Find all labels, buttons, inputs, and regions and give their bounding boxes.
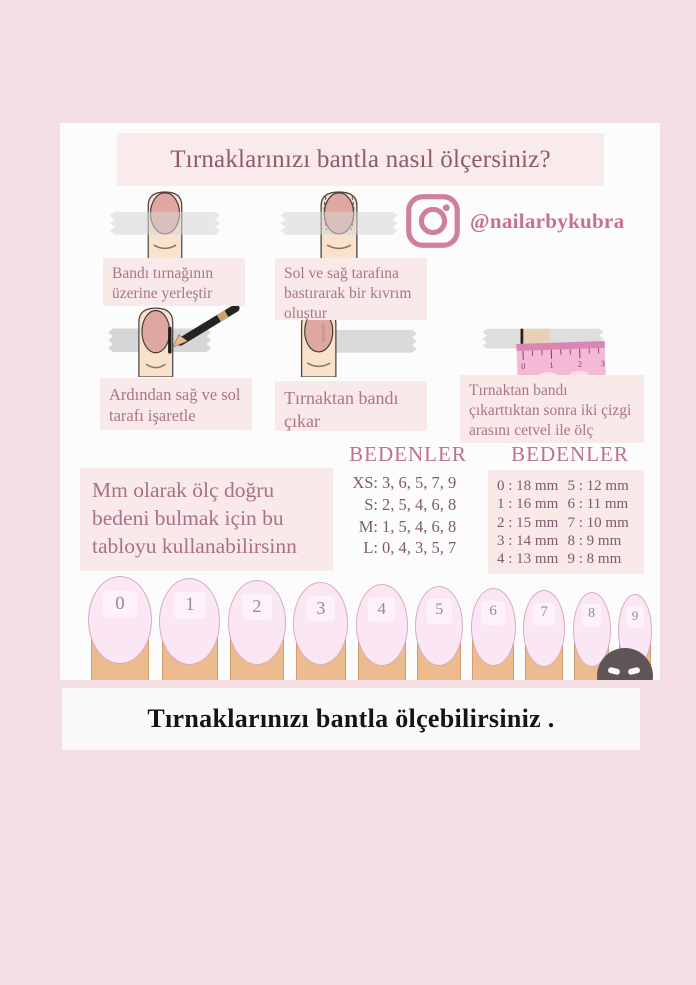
mm-col-left: [497, 477, 568, 567]
info-box: Mm olarak ölç doğru bedeni bulmak için bu tabloyu kullanabilirsinn: [80, 468, 333, 571]
table-row: S: 2, 5, 4, 6, 8: [364, 494, 457, 514]
sticker-eye: [627, 667, 640, 676]
ruler-number-3: 3: [600, 358, 606, 369]
nail-number: 5: [435, 601, 444, 619]
nail-plate: [471, 588, 516, 666]
nail-size-0: [88, 576, 152, 680]
tutorial-card: [60, 123, 660, 680]
nail-size-7: [523, 590, 565, 680]
nail-mark-pen-icon: [102, 305, 248, 377]
step5-caption: Tırnaktan bandı çıkarttıktan sonra iki çizgi arasını cetvel ile ölç: [460, 375, 644, 443]
instagram-handle[interactable]: @nailarbykubra: [470, 208, 625, 233]
footer-caption-bar: [62, 688, 640, 750]
nail-tape-icon: [104, 189, 226, 259]
table-row: 3 : 14 mm: [497, 532, 559, 549]
nail-tape-fold-icon: [274, 189, 404, 259]
nail-size-6: [471, 588, 516, 680]
card-title-bar: [117, 133, 604, 186]
table-row: XS: 3, 6, 5, 7, 9: [352, 473, 457, 492]
ruler-icon: [476, 315, 610, 379]
nail-number: 7: [540, 604, 548, 621]
table-row: 4 : 13 mm: [497, 551, 559, 568]
nail-plate: [228, 580, 286, 665]
table-row: 2 : 15 mm: [497, 514, 559, 531]
step1-caption: Bandı tırnağının üzerine yerleştir: [103, 258, 245, 306]
ruler-number-2: 2: [577, 359, 583, 370]
table-row: 5 : 12 mm: [567, 478, 629, 494]
sizes-heading-mm: BEDENLER: [511, 442, 629, 466]
nail-plate: [523, 590, 565, 667]
table-row: 8 : 9 mm: [567, 532, 622, 549]
nail-plate: [415, 586, 463, 666]
mm-col-right: [568, 477, 639, 567]
nail-size-4: [356, 584, 408, 680]
nail-size-5: [415, 586, 463, 680]
card-title: Tırnaklarınızı bantla nasıl ölçersiniz?: [170, 145, 551, 173]
sticker-eye: [607, 667, 620, 676]
nail-number: 8: [588, 606, 595, 622]
sizes-heading-letters: BEDENLER: [349, 442, 467, 466]
table-row: 1 : 16 mm: [497, 496, 559, 513]
mm-sizes-table: [488, 470, 644, 574]
table-row: 6 : 11 mm: [567, 496, 629, 513]
table-row: L: 0, 4, 3, 5, 7: [363, 538, 457, 558]
nail-number: 9: [631, 607, 639, 623]
footer-caption: Tırnaklarınızı bantla ölçebilirsiniz .: [147, 704, 555, 733]
nail-plate: [356, 584, 408, 666]
step3-caption: Ardından sağ ve sol tarafı işaretle: [100, 378, 252, 430]
step2-caption: Sol ve sağ tarafına bastırarak bir kıvrım oluştur: [275, 258, 427, 320]
instagram-icon: [403, 191, 463, 251]
table-row: 9 : 8 mm: [567, 551, 622, 568]
table-row: 7 : 10 mm: [567, 514, 629, 531]
nail-number: 6: [489, 602, 497, 619]
step5-illustration: [476, 315, 610, 379]
table-row: 0 : 18 mm: [497, 478, 559, 494]
letter-sizes-table: [342, 472, 474, 559]
pen-icon: [180, 308, 235, 342]
nail-plate: [88, 576, 152, 664]
step3-illustration: [102, 305, 248, 377]
nail-number: 0: [115, 592, 125, 614]
step4-caption: Tırnaktan bandı çıkar: [275, 381, 427, 431]
table-row: M: 1, 5, 4, 6, 8: [358, 516, 457, 536]
nail-number: 3: [316, 597, 326, 618]
nail-size-1: [159, 578, 220, 680]
instagram-badge[interactable]: [403, 191, 624, 251]
nail-plate: [159, 578, 220, 665]
nail-number: 4: [377, 599, 386, 619]
ruler-number-0: 0: [520, 360, 526, 371]
ruler-number-1: 1: [549, 360, 554, 370]
nail-number: 2: [252, 596, 262, 616]
nail-size-chart: [88, 574, 652, 680]
nail-size-2: [228, 580, 286, 680]
step1-illustration: [104, 189, 226, 259]
step2-illustration: [274, 189, 404, 259]
nail-size-3: [293, 582, 348, 680]
nail-number: 1: [185, 594, 195, 616]
